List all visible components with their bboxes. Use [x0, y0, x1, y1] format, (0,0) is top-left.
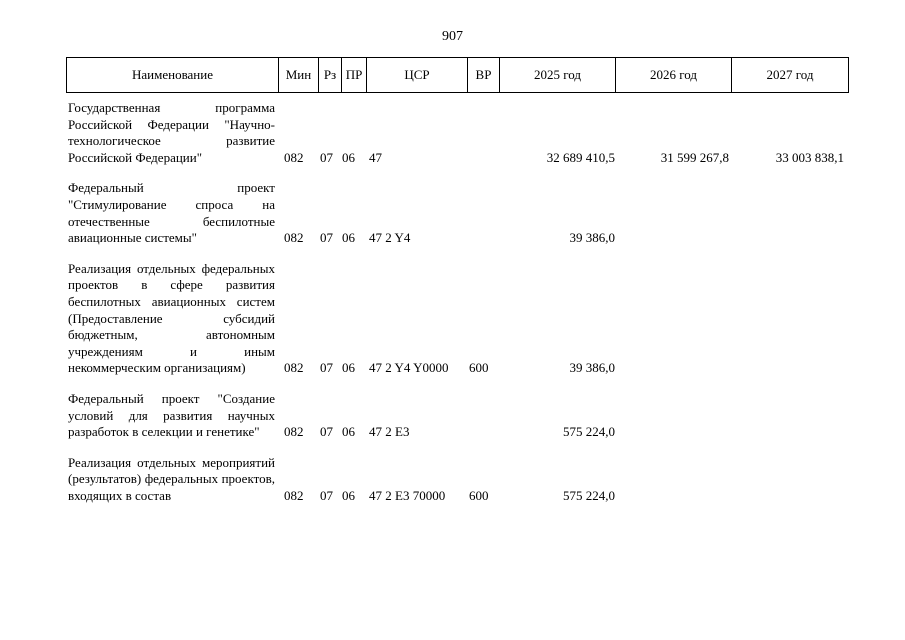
row-vr: 600: [469, 487, 489, 503]
row-pr: 06: [342, 360, 355, 376]
row-name: Реализация отдельных мероприятий (результатов) федеральных проектов, входящих в состав: [68, 454, 275, 503]
row-rz: 07: [320, 360, 333, 376]
header-2025: 2025 год: [500, 58, 616, 93]
row-csr: 47 2 E3 70000: [369, 487, 446, 503]
row-pr: 06: [342, 230, 355, 246]
table-row: [0, 100, 905, 180]
row-min: 082: [284, 149, 304, 165]
header-name: Наименование: [67, 58, 279, 93]
table-row: [0, 391, 905, 455]
row-rz: 07: [320, 487, 333, 503]
row-min: 082: [284, 230, 304, 246]
header-2027: 2027 год: [732, 58, 849, 93]
table-body: [0, 100, 905, 518]
header-pr: ПР: [342, 58, 367, 93]
header-rz: Рз: [319, 58, 342, 93]
header-min: Мин: [279, 58, 319, 93]
row-2025: 39 386,0: [569, 360, 615, 376]
table-row: [0, 180, 905, 260]
table-row: [0, 455, 905, 519]
row-name: Федеральный проект "Создание условий для развития научных разработок в селекции и генетике": [68, 390, 275, 440]
row-csr: 47 2 E3: [369, 424, 410, 440]
row-name: Реализация отдельных федеральных проектов в сфере развития беспилотных авиационных систем (Предоставление субсидий бюджетным, автономным учреждениям и иным некоммерческим организациям): [68, 260, 275, 376]
row-name: Федеральный проект "Стимулирование спроса на отечественные беспилотные авиационные системы": [68, 180, 275, 246]
row-csr: 47 2 Y4 Y0000: [369, 360, 449, 376]
row-vr: 600: [469, 360, 489, 376]
row-2025: 32 689 410,5: [546, 149, 615, 165]
row-csr: 47 2 Y4: [369, 230, 411, 246]
row-name: Государственная программа Российской Федерации "Научно-технологическое развитие Российской Федерации": [68, 100, 275, 165]
row-csr: 47: [369, 149, 382, 165]
row-2025: 575 224,0: [563, 487, 615, 503]
header-csr: ЦСР: [367, 58, 468, 93]
row-rz: 07: [320, 424, 333, 440]
row-rz: 07: [320, 230, 333, 246]
header-2026: 2026 год: [616, 58, 732, 93]
header-vr: ВР: [468, 58, 500, 93]
row-pr: 06: [342, 487, 355, 503]
row-min: 082: [284, 360, 304, 376]
page-number: 907: [442, 29, 463, 44]
row-2027: 33 003 838,1: [775, 149, 844, 165]
row-2026: 31 599 267,8: [660, 149, 729, 165]
table-row: [0, 261, 905, 391]
row-min: 082: [284, 424, 304, 440]
row-2025: 39 386,0: [569, 230, 615, 246]
row-pr: 06: [342, 424, 355, 440]
row-rz: 07: [320, 149, 333, 165]
row-pr: 06: [342, 149, 355, 165]
row-2025: 575 224,0: [563, 424, 615, 440]
row-min: 082: [284, 487, 304, 503]
table-header: [66, 57, 849, 93]
